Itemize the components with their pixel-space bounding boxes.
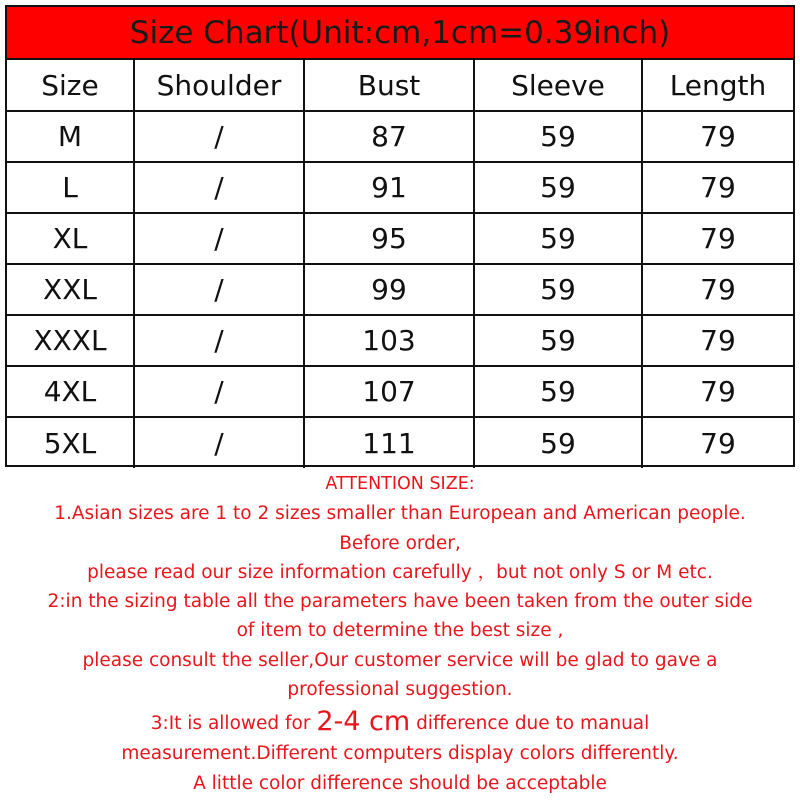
column-header-sleeve: Sleeve (474, 60, 642, 111)
note-text: 3:It is allowed for (150, 713, 317, 735)
cell-size: 4XL (7, 366, 134, 417)
cell-size: XL (7, 213, 134, 264)
cell-shoulder: / (134, 366, 304, 417)
note-line: Before order, (339, 532, 461, 554)
size-table (7, 60, 793, 468)
table-row (7, 417, 793, 468)
cell-size: XXXL (7, 315, 134, 366)
table-row (7, 111, 793, 162)
cell-sleeve: 59 (474, 213, 642, 264)
column-header-bust: Bust (304, 60, 474, 111)
table-row (7, 264, 793, 315)
cell-length: 79 (642, 111, 793, 162)
cell-sleeve: 59 (474, 366, 642, 417)
cell-shoulder: / (134, 162, 304, 213)
cell-sleeve: 59 (474, 111, 642, 162)
cell-length: 79 (700, 426, 736, 460)
cell-bust: 111 (304, 417, 474, 468)
chart-title: Size Chart(Unit:cm,1cm=0.39inch) (7, 7, 793, 60)
attention-notes (0, 470, 800, 800)
size-chart (5, 5, 795, 467)
cell-size: 5XL (7, 417, 134, 468)
note-text: difference due to manual (410, 713, 650, 735)
note-line: please read our size information carefully ，but not only S or M etc. (87, 561, 713, 583)
note-line: 1.Asian sizes are 1 to 2 sizes smaller than European and American people. (54, 503, 746, 525)
cell-shoulder: / (134, 264, 304, 315)
cell-length: 79 (642, 315, 793, 366)
table-row (7, 162, 793, 213)
cell-bust: 99 (304, 264, 474, 315)
cell-bust: 95 (304, 213, 474, 264)
cell-bust: 107 (304, 366, 474, 417)
note-line: of item to determine the best size , (236, 620, 564, 642)
cell-bust: 87 (304, 111, 474, 162)
note-line: A little color difference should be acceptable (193, 772, 607, 794)
notes-heading: ATTENTION SIZE: (325, 474, 475, 494)
cell-size: XXL (7, 264, 134, 315)
cell-size: L (7, 162, 134, 213)
cell-bust: 91 (304, 162, 474, 213)
cell-shoulder: / (134, 213, 304, 264)
column-header-length: Length (642, 60, 793, 111)
note-line: please consult the seller,Our customer service will be glad to gave a (82, 649, 718, 671)
cell-sleeve: 59 (474, 417, 642, 468)
cell-bust: 103 (304, 315, 474, 366)
note-line: measurement.Different computers display colors differently. (121, 743, 679, 765)
note-line: 2:in the sizing table all the parameters have been taken from the outer side (47, 591, 753, 613)
cell-length: 79 (642, 366, 793, 417)
table-row (7, 315, 793, 366)
note-line: professional suggestion. (287, 679, 513, 701)
cell-shoulder: / (134, 417, 304, 468)
cell-shoulder: / (134, 111, 304, 162)
cell-length: 79 (642, 213, 793, 264)
tolerance-emphasis: 2-4 cm (316, 706, 411, 738)
table-row (7, 366, 793, 417)
cell-size: M (7, 111, 134, 162)
cell-sleeve: 59 (474, 315, 642, 366)
cell-length: 79 (642, 162, 793, 213)
table-row (7, 213, 793, 264)
cell-sleeve: 59 (474, 264, 642, 315)
cell-sleeve: 59 (474, 162, 642, 213)
note-line-tolerance (0, 705, 800, 739)
column-header-size: Size (7, 60, 134, 111)
table-header-row (7, 60, 793, 111)
cell-shoulder: / (134, 315, 304, 366)
column-header-shoulder: Shoulder (134, 60, 304, 111)
cell-length: 79 (642, 264, 793, 315)
